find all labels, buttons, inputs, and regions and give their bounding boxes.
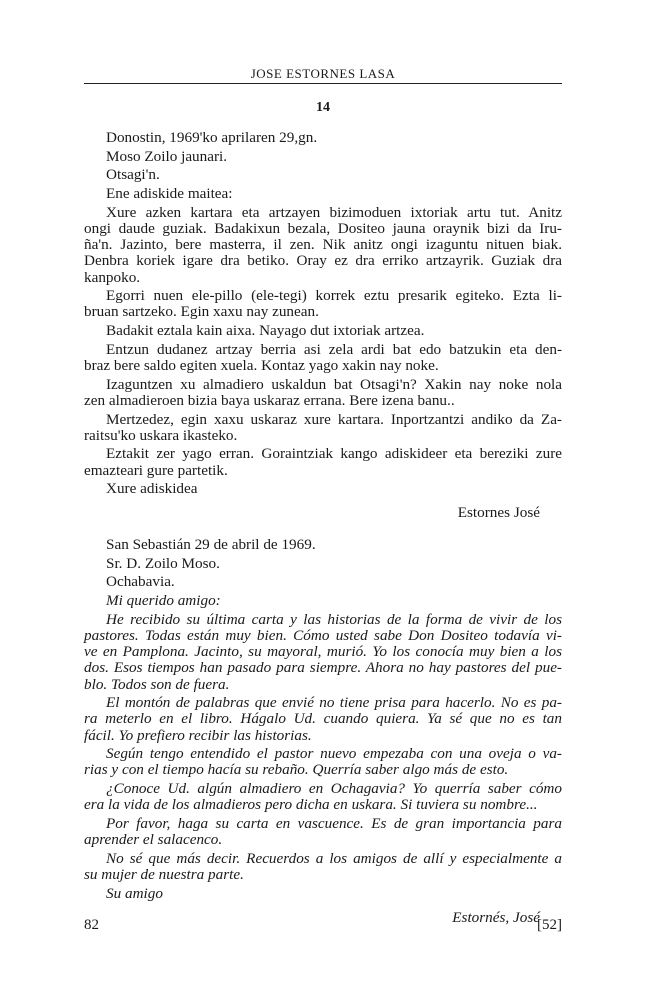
text-line: fácil. Yo prefiero recibir las historias. — [84, 726, 312, 744]
text-line: Eztakit zer yago erran. Goraintziak kango adiskideer eta bereziki zure — [106, 445, 562, 463]
text-line: pastores. Todas están muy bien. Cómo usted sabe Don Dositeo todavía vi- — [84, 626, 562, 644]
text-line: zen almadieroen bizia baya uskaraz errana. Bere izena banu.. — [84, 391, 455, 409]
spanish-letter — [84, 537, 562, 926]
text-line: Entzun dudanez artzay berria asi zela ardi bat edo batzukin eta den- — [106, 340, 562, 358]
text-line: dos. Esos tiempos han pasado para siempre. Ahora no hay pastores del pue- — [84, 659, 562, 677]
paragraph — [84, 851, 562, 883]
town: Otsagi'n. — [106, 166, 160, 184]
text-line: bruan sartzeko. Egin xaxu nay zunean. — [84, 303, 319, 321]
salutation: Mi querido amigo: — [106, 592, 221, 610]
letter-number: 14 — [316, 100, 330, 115]
text-line: era la vida de los almadieros pero dicha en uskara. Si tuviera su nombre... — [84, 796, 538, 814]
paragraph — [84, 781, 562, 813]
spanish-paragraphs — [84, 612, 562, 884]
recipient: Moso Zoilo jaunari. — [106, 147, 228, 165]
paragraph — [84, 612, 562, 693]
text-line: Por favor, haga su carta en vascuence. Es de gran importancia para — [106, 815, 562, 832]
paragraph — [84, 816, 562, 848]
text-line: kanpoko. — [84, 268, 141, 286]
text-line: ña'n. Jazinto, bere masterra, il zen. Nik anitz ongi izaguntu nituen biak. — [84, 236, 562, 254]
text-line: su mujer de nuestra parte. — [84, 866, 244, 884]
text-line: Izaguntzen xu almadiero uskaldun bat Otsagi'n? Xakin nay noke nola — [106, 375, 562, 393]
place-date: San Sebastián 29 de abril de 1969. — [106, 536, 316, 553]
paragraph — [84, 288, 562, 320]
text-line: emazteari gure partetik. — [84, 461, 228, 479]
paragraph — [84, 377, 562, 409]
closing: Su amigo — [106, 884, 163, 902]
text-line: He recibido su última carta y las historias de la forma de vivir de los — [106, 610, 562, 628]
text-line: rias y con el tiempo hacía su rebaño. Querría saber algo más de esto. — [84, 761, 509, 779]
salutation: Ene adiskide maitea: — [106, 185, 233, 203]
text-line: ongi daude guziak. Badakixun bezala, Dositeo jauna oraynik bizi da Iru- — [84, 219, 562, 237]
text-line: ve en Pamplona. Jacinto, su mayoral, murió. Yo los conocía muy bien a los — [84, 643, 562, 661]
place-date: Donostin, 1969'ko aprilaren 29,gn. — [106, 129, 318, 146]
text-line: blo. Todos son de fuera. — [84, 675, 230, 693]
text-line: No sé que más decir. Recuerdos a los amigos de allí y especialmente a — [106, 849, 562, 867]
text-line: ¿Conoce Ud. algún almadiero en Ochagavia? Yo querría saber cómo — [106, 780, 562, 798]
paragraph — [84, 342, 562, 374]
text-line: Badakit eztala kain aixa. Nayago dut ixtoriak artzea. — [106, 322, 425, 340]
town: Ochabavia. — [106, 573, 175, 591]
text-line: braz bere saldo egiten xuela. Kontaz yago xakin nay noke. — [84, 356, 439, 374]
running-header: JOSE ESTORNES LASA — [250, 66, 396, 81]
signature: Estornes José — [457, 504, 540, 522]
recipient: Sr. D. Zoilo Moso. — [106, 554, 220, 572]
text-line: Xure azken kartara eta artzayen bizimoduen ixtoriak artu tut. Anitz — [106, 203, 562, 221]
text-line: Según tengo entendido el pastor nuevo empezaba con una oveja o va- — [106, 745, 562, 763]
text-line: Mertzedez, egin xaxu uskaraz xure kartara. Inportzantzi andiko da Za- — [106, 410, 562, 428]
header-rule — [84, 83, 562, 84]
paragraph — [84, 205, 562, 286]
page-reference: [52] — [537, 917, 562, 933]
text-line: aprender el salacenco. — [84, 831, 223, 849]
text-line: ra meterlo en el libro. Hágalo Ud. cuando quiera. Ya sé que no es tan — [84, 710, 562, 728]
signature: Estornés, José — [452, 908, 540, 926]
closing: Xure adiskidea — [106, 480, 198, 498]
paragraph — [84, 412, 562, 444]
basque-letter — [84, 130, 562, 522]
paragraph — [84, 746, 562, 778]
page-number: 82 — [84, 917, 99, 933]
text-line: Egorri nuen ele-pillo (ele-tegi) korrek eztu presarik egiteko. Ezta li- — [106, 287, 562, 305]
paragraph — [84, 446, 562, 478]
paragraph — [84, 323, 562, 339]
text-line: El montón de palabras que envié no tiene prisa para hacerlo. No es pa- — [106, 694, 562, 712]
paragraph — [84, 695, 562, 744]
basque-paragraphs — [84, 205, 562, 479]
text-line: raitsu'ko uskara ikasteko. — [84, 426, 238, 444]
text-line: Denbra koriek igare dra betiko. Oray ez dra erriko artzayrik. Guziak dra — [84, 252, 562, 270]
